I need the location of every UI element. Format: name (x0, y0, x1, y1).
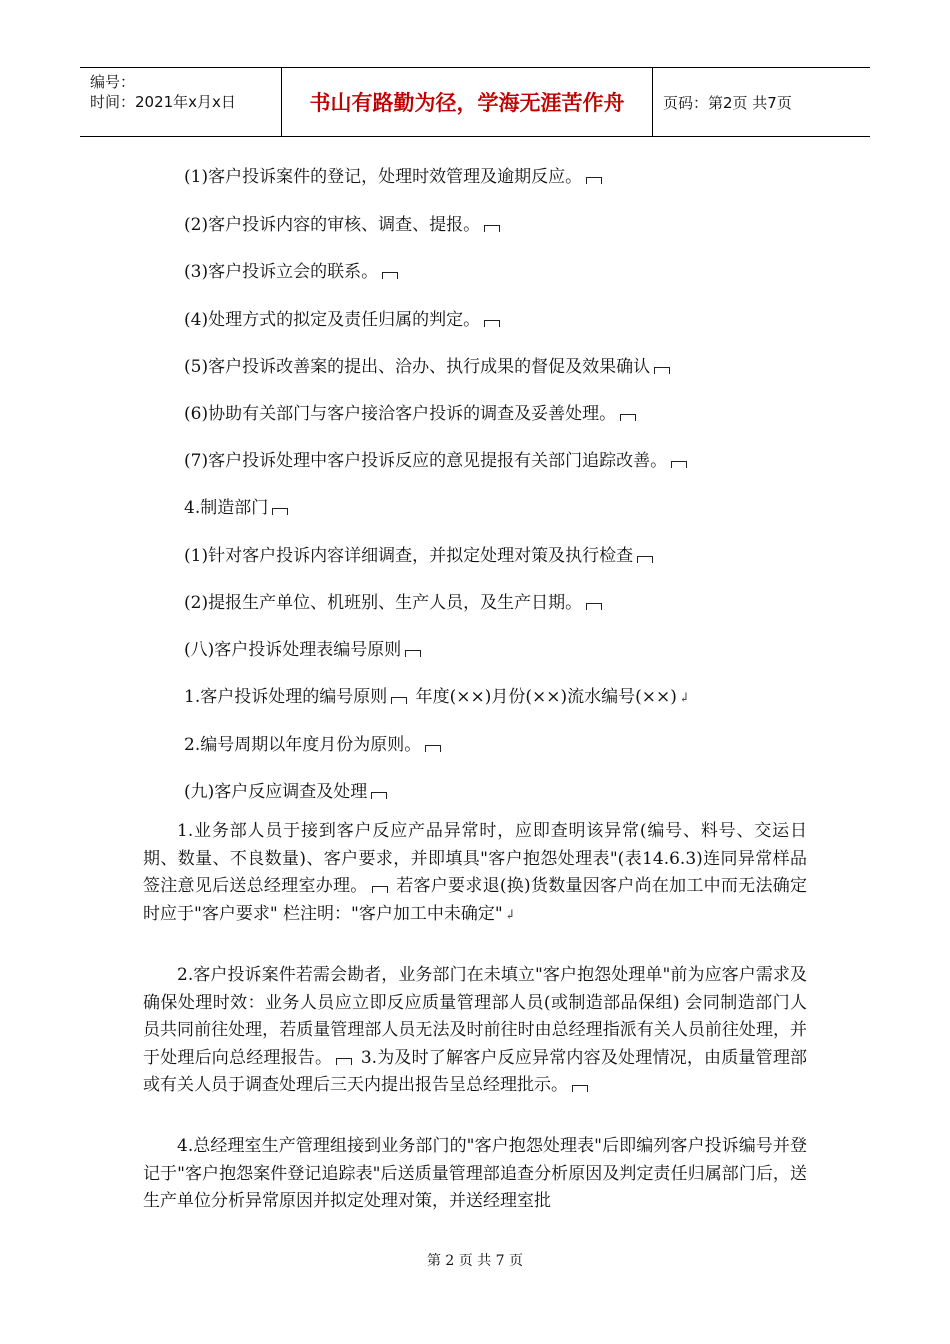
body-paragraph: 2.客户投诉案件若需会勘者，业务部门在未填立"客户抱怨处理单"前为应客户需求及确保处理时效：业务人员应立即反应质量管理部人员(或制造部品保组) 会同制造部门人员共同前往处理，若质量管理部人员无法及时前往时由总经理指派有关人员前往处理，并于处理后向总经理报告。 3.为及时了解客户反应异常内容及处理情况，由质量管理部或有关人员于调查处理后三天内提出报告呈总经理批示。 (143, 965, 808, 1095)
paragraph-mark-icon (586, 177, 602, 184)
document-date: 时间：2021年x月x日 (90, 93, 236, 111)
line-break-mark-icon: ↲ (504, 907, 516, 923)
paragraph-mark-icon (637, 556, 653, 563)
header-page-info: 页码：第2页 共7页 (663, 93, 792, 112)
body-paragraph: 1.业务部人员于接到客户反应产品异常时，应即查明该异常(编号、料号、交运日期、数量、不良数量)、客户要求，并即填具"客户抱怨处理表"(表14.6.3)连同异常样品签注意见后送总经理室办理。 若客户要求退(换)货数量因客户尚在加工中而无法确定时应于"客户要求" 栏注明："客户加工中未确定" ↲ (143, 821, 808, 924)
paragraph-mark-icon (484, 225, 500, 232)
paragraph-mark-icon (405, 650, 421, 657)
paragraph-mark-icon (620, 414, 636, 421)
text-line: (2)提报生产单位、机班别、生产人员，及生产日期。 (184, 588, 605, 613)
paragraph-mark-icon (671, 461, 687, 468)
paragraph-mark-icon (484, 320, 500, 327)
document-number-label: 编号： (90, 73, 136, 91)
page-header (80, 67, 870, 137)
paragraph-mark-icon (586, 603, 602, 610)
text-line: 2.编号周期以年度月份为原则。 (184, 730, 444, 755)
paragraph-mark-icon (425, 745, 441, 752)
paragraph-mark-icon (654, 367, 670, 374)
text-line: (6)协助有关部门与客户接洽客户投诉的调查及妥善处理。 (184, 399, 639, 424)
page-footer: 第 2 页 共 7 页 (426, 1253, 524, 1269)
paragraph-mark-icon (372, 886, 388, 893)
paragraph-mark-icon (382, 272, 398, 279)
paragraph-mark-icon (336, 1058, 352, 1065)
text-line: (2)客户投诉内容的审核、调查、提报。 (184, 210, 503, 235)
header-motto: 书山有路勤为径，学海无涯苦作舟 (281, 68, 653, 136)
paragraph-mark-icon (272, 508, 288, 515)
paragraph-mark-icon (371, 792, 387, 799)
header-meta (80, 68, 281, 136)
section-heading: (八)客户投诉处理表编号原则 (184, 635, 424, 660)
body-paragraph: 4.总经理室生产管理组接到业务部门的"客户抱怨处理表"后即编列客户投诉编号并登记于"客户抱怨案件登记追踪表"后送质量管理部追查分析原因及判定责任归属部门后，送生产单位分析异常原因并拟定处理对策，并送经理室批 (143, 1136, 807, 1211)
section-heading: 4.制造部门 (184, 493, 291, 518)
text-line: (4)处理方式的拟定及责任归属的判定。 (184, 305, 503, 330)
text-line: 1.客户投诉处理的编号原则 年度(××)月份(××)流水编号(××) ↲ (184, 687, 690, 707)
text-line: (3)客户投诉立会的联系。 (184, 257, 401, 282)
section-heading: (九)客户反应调查及处理 (184, 777, 390, 802)
paragraph-mark-icon (391, 697, 407, 704)
text-line: (1)客户投诉案件的登记，处理时效管理及逾期反应。 (184, 162, 605, 187)
line-break-mark-icon: ↲ (678, 691, 690, 706)
text-line: (5)客户投诉改善案的提出、洽办、执行成果的督促及效果确认 (184, 352, 673, 377)
paragraph-mark-icon (572, 1085, 588, 1092)
text-line: (7)客户投诉处理中客户投诉反应的意见提报有关部门追踪改善。 (184, 446, 690, 471)
text-line: (1)针对客户投诉内容详细调查，并拟定处理对策及执行检查 (184, 541, 656, 566)
